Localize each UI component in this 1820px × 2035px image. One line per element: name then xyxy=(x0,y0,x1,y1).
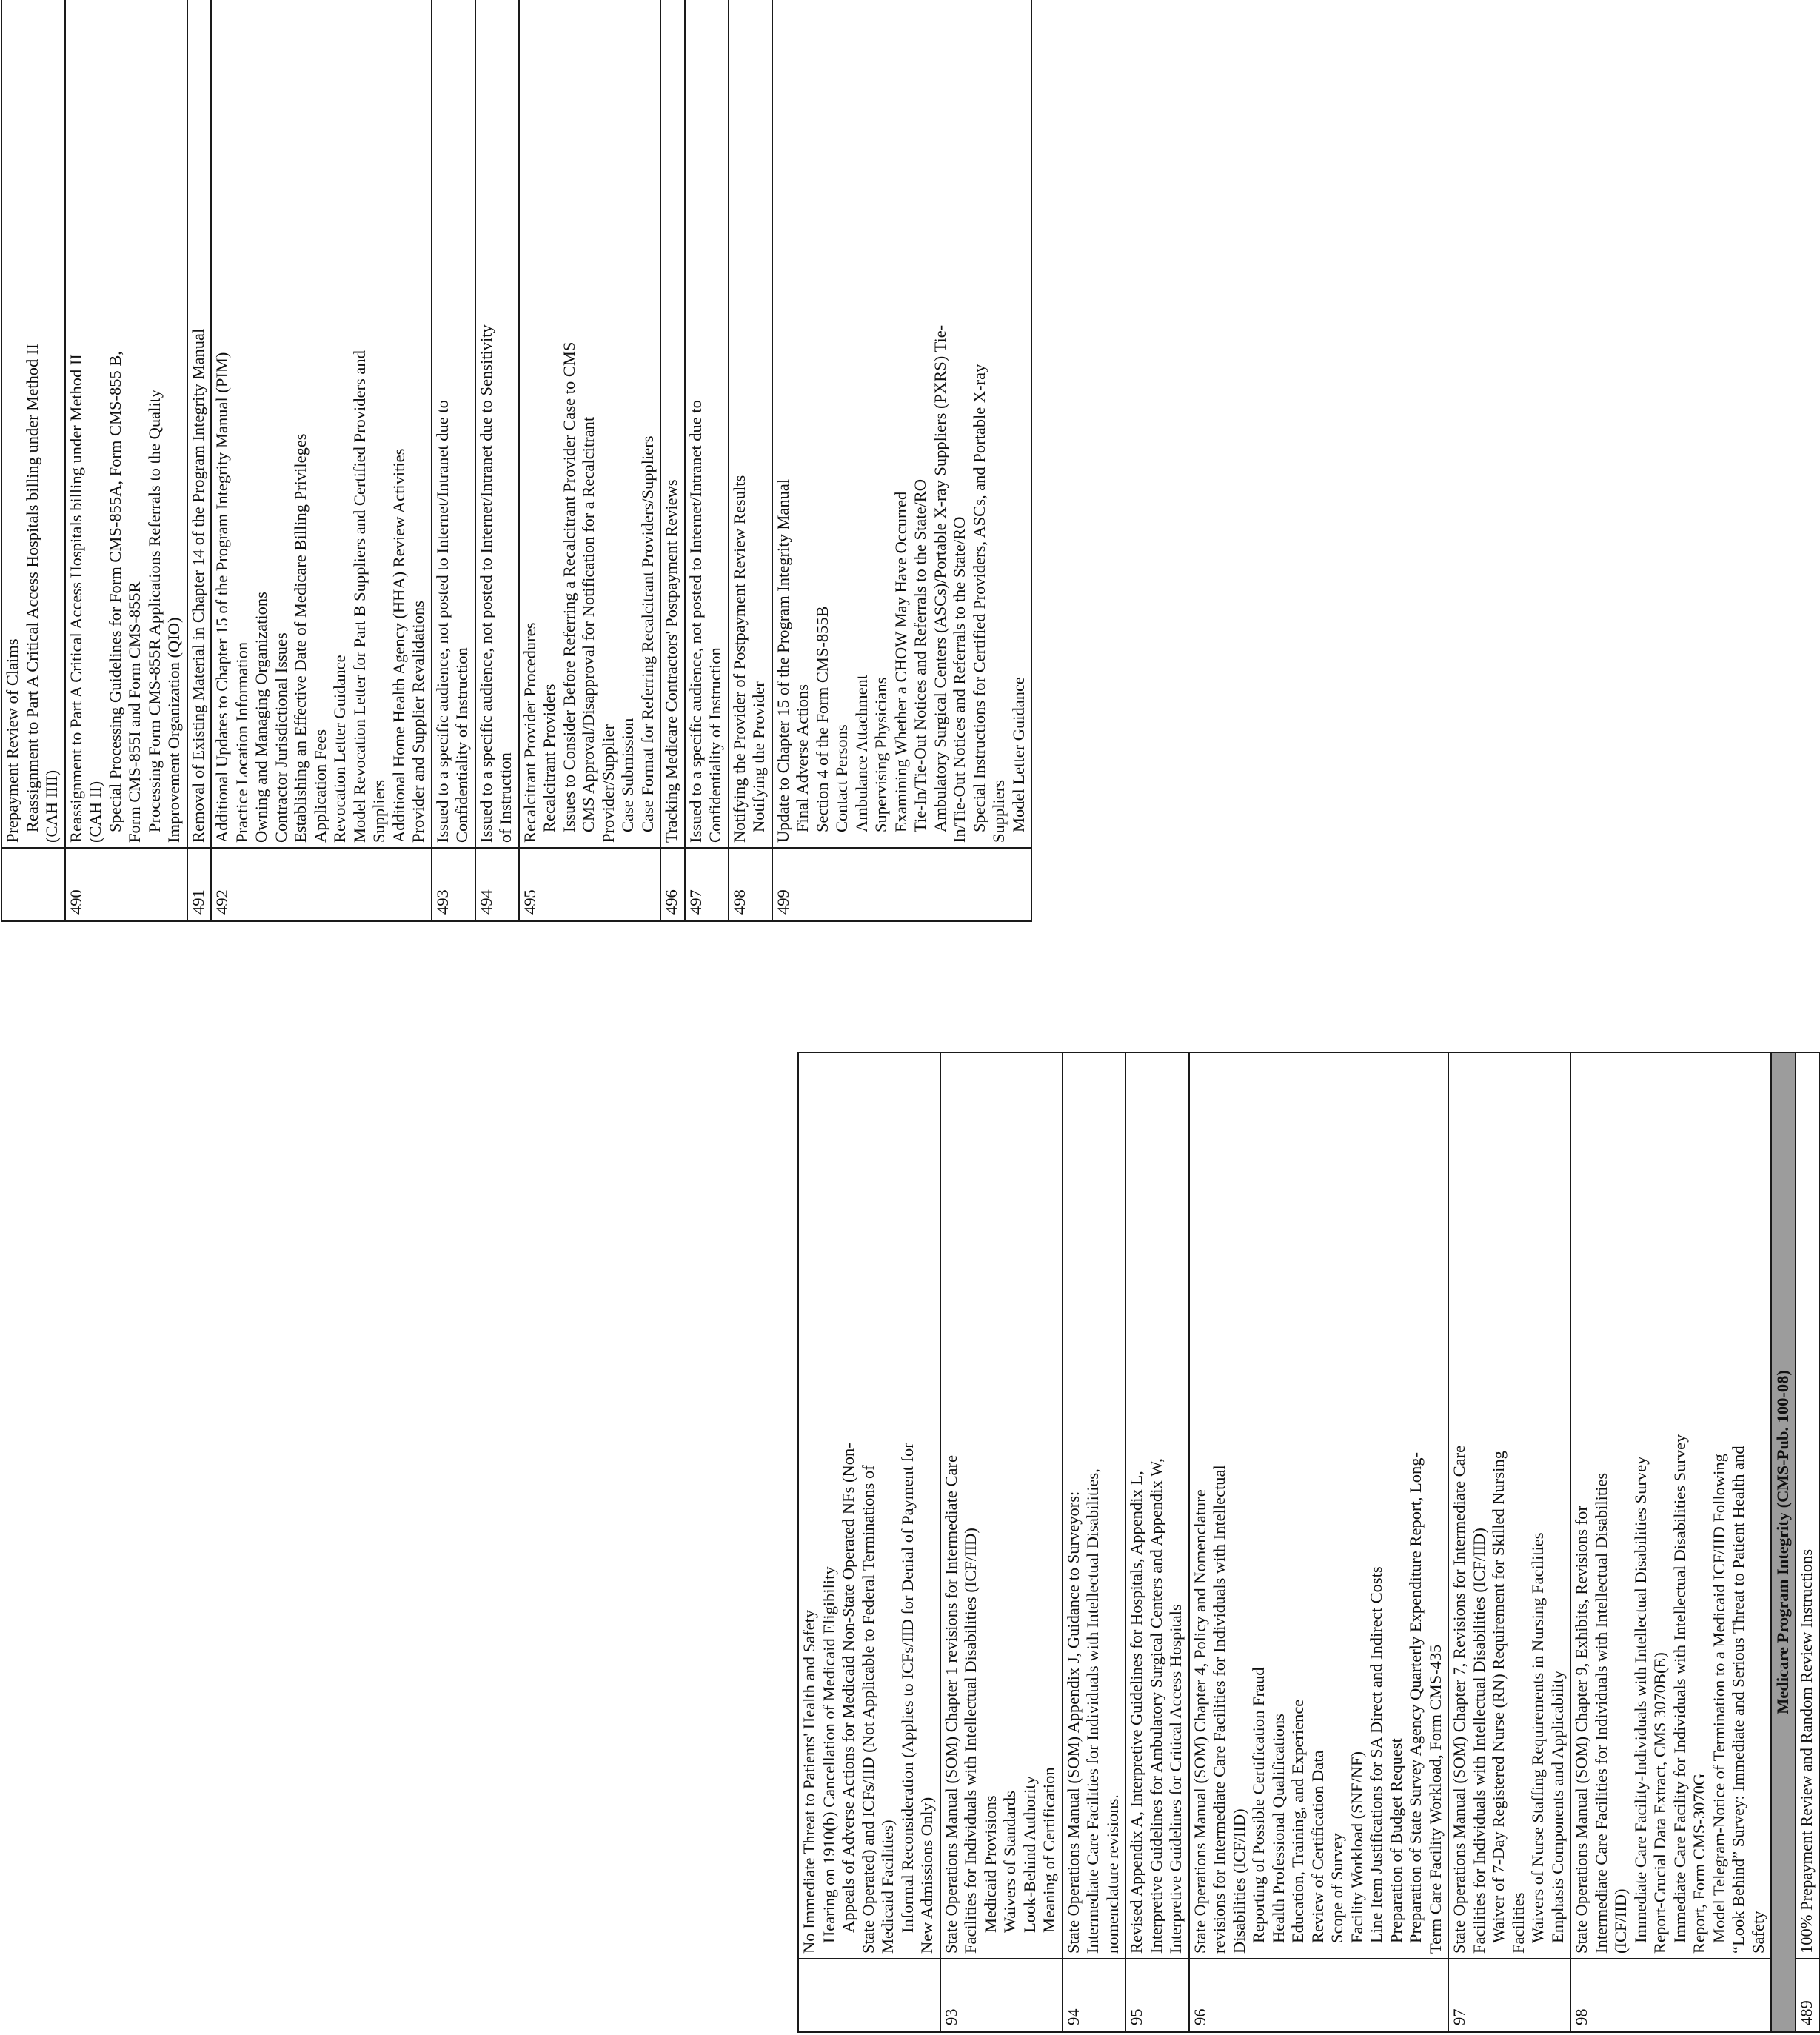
description-line: Issued to a specific audience, not posted to Internet/Intranet due to Sensitivity xyxy=(476,324,495,843)
table-row xyxy=(211,0,432,921)
description-line: Model Telegram-Notice of Termination to a Medicaid ICF/IID Following xyxy=(1709,1454,1728,1943)
description-line: Practice Location Information xyxy=(232,641,251,843)
description-line: Final Adverse Actions xyxy=(793,684,812,832)
description-line: Reassignment to Part A Critical Access Hospitals billing under Method II xyxy=(66,354,85,843)
revision-number: 492 xyxy=(211,848,432,921)
description-line: Contractor Jurisdictional Issues xyxy=(271,632,290,843)
right-revision-table xyxy=(1,0,1032,922)
revision-description xyxy=(660,0,685,848)
revision-description xyxy=(772,0,1032,848)
description-line: Report, Form CMS-3070G xyxy=(1690,1773,1708,1954)
section-header-row xyxy=(1771,1052,1796,2032)
description-line: Look-Behind Authority xyxy=(1020,1776,1039,1933)
table-row xyxy=(519,0,661,921)
description-line: Removal of Existing Material in Chapter 14 of the Program Integrity Manual xyxy=(188,328,207,843)
revision-number: 98 xyxy=(1570,1959,1771,2032)
description-line: Additional Updates to Chapter 15 of the Program Integrity Manual (PIM) xyxy=(213,352,231,843)
revision-number: 494 xyxy=(475,848,519,921)
description-line: Report-Crucial Data Extract, CMS 3070B(E) xyxy=(1650,1652,1669,1954)
description-line: Immediate Care Facility-Individuals with Intellectual Disabilities Survey xyxy=(1630,1456,1650,1943)
description-line: Processing Form CMS-855R Applications Referrals to the Quality xyxy=(144,389,164,832)
description-line: Issued to a specific audience, not posted to Internet/Intranet due to xyxy=(686,400,705,843)
description-line: Review of Certification Data xyxy=(1308,1750,1327,1943)
description-line: Tracking Medicare Contractors' Postpayment Reviews xyxy=(662,479,680,843)
description-line: Revocation Letter Guidance xyxy=(330,655,349,843)
left-revision-table xyxy=(797,1052,1820,2033)
revision-description xyxy=(211,0,432,848)
revision-description xyxy=(519,0,661,848)
revision-description xyxy=(1189,1052,1449,1959)
revision-description xyxy=(1448,1052,1570,1959)
description-line: Revised Appendix A, Interpretive Guidelines for Hospitals, Appendix L, xyxy=(1127,1471,1145,1954)
description-line: In/Tie-Out Notices and Referrals to the State/RO xyxy=(950,516,968,843)
description-line: No Immediate Threat to Patients' Health and Safety xyxy=(800,1609,818,1954)
table-row xyxy=(432,0,475,921)
revision-number: 498 xyxy=(729,848,772,921)
revision-number: 497 xyxy=(685,848,729,921)
description-line: Owning and Managing Organizations xyxy=(252,592,270,843)
description-line: Education, Training, and Experience xyxy=(1288,1699,1307,1943)
description-line: Recalcitrant Provider Procedures xyxy=(520,622,539,843)
table-row xyxy=(475,0,519,921)
revision-description xyxy=(940,1052,1063,1959)
description-line: Issued to a specific audience, not posted to Internet/Intranet due to xyxy=(432,400,452,843)
table-row xyxy=(798,1052,940,2032)
description-line: Interpretive Guidelines for Ambulatory Surgical Centers and Appendix W, xyxy=(1146,1458,1165,1954)
description-line: Case Format for Referring Recalcitrant Providers/Suppliers xyxy=(638,435,657,832)
description-line: Issues to Consider Before Referring a Recalcitrant Provider Case to CMS xyxy=(559,341,578,832)
section-header: Medicare Program Integrity (CMS-Pub. 100-08) xyxy=(1771,1052,1796,2032)
table-row xyxy=(729,0,772,921)
description-line: Establishing an Effective Date of Medicare Billing Privileges xyxy=(291,433,310,843)
revision-description xyxy=(1,0,65,848)
description-line: Recalcitrant Providers xyxy=(540,684,558,832)
revision-description xyxy=(65,0,187,848)
revision-number: 94 xyxy=(1063,1959,1126,2032)
revision-number: 499 xyxy=(772,848,1032,921)
description-line: Disabilities (ICF/IID) xyxy=(1229,1808,1248,1954)
description-line: Medicaid Facilities) xyxy=(878,1820,897,1954)
description-line: Facilities for Individuals with Intellectual Disabilities (ICF/IID) xyxy=(961,1528,980,1954)
description-line: Examining Whether a CHOW May Have Occurred xyxy=(891,491,910,832)
description-line: State Operations Manual (SOM) Chapter 1 revisions for Intermediate Care xyxy=(941,1455,960,1954)
revision-number: 491 xyxy=(187,848,212,921)
description-line: Reporting of Possible Certification Fraud xyxy=(1249,1667,1268,1943)
description-line: Improvement Organization (QIO) xyxy=(164,617,183,843)
description-line: Notifying the Provider xyxy=(749,681,768,832)
table-row xyxy=(1125,1052,1189,2032)
revision-description xyxy=(432,0,475,848)
description-line: State Operations Manual (SOM) Appendix J, Guidance to Surveyors: xyxy=(1063,1491,1083,1954)
description-line: Immediate Care Facility for Individuals with Intellectual Disabilities Survey xyxy=(1670,1434,1689,1943)
table-row xyxy=(1570,1052,1771,2032)
description-line: Hearing on 1910(b) Cancellation of Medicaid Eligibility xyxy=(819,1566,838,1943)
description-line: Medicaid Provisions xyxy=(980,1795,1000,1933)
description-line: Suppliers xyxy=(369,779,388,843)
description-line: Section 4 of the Form CMS-855B xyxy=(812,606,832,832)
description-line: Meaning of Certification xyxy=(1040,1767,1058,1933)
revision-number: 96 xyxy=(1189,1959,1449,2032)
table-row xyxy=(685,0,729,921)
description-line: revisions for Intermediate Care Facilities for Individuals with Intellectual xyxy=(1210,1465,1228,1954)
table-row xyxy=(772,0,1032,921)
description-line: Special Processing Guidelines for Form CMS-855A, Form CMS-855 B, xyxy=(105,351,124,832)
description-line: nomenclature revisions. xyxy=(1103,1794,1122,1954)
description-line: Case Submission xyxy=(618,718,637,832)
description-line: Intermediate Care Facilities for Individuals with Intellectual Disabilities, xyxy=(1083,1468,1102,1954)
revision-number: 95 xyxy=(1125,1959,1189,2032)
description-line: State Operations Manual (SOM) Chapter 7, Revisions for Intermediate Care xyxy=(1450,1445,1468,1954)
description-line: Facilities xyxy=(1508,1892,1528,1954)
description-line: Facility Workload (SNF/NF) xyxy=(1347,1751,1366,1943)
description-line: “Look Behind” Survey: Immediate and Serious Threat to Patient Health and xyxy=(1729,1446,1747,1954)
description-line: Ambulatory Surgical Centers (ASCs)/Portable X-ray Suppliers (PXRS) Tie- xyxy=(930,324,949,832)
revision-number: 495 xyxy=(519,848,661,921)
description-line: New Admissions Only) xyxy=(917,1797,936,1954)
description-line: Intermediate Care Facilities for Individuals with Intellectual Disabilities xyxy=(1591,1472,1610,1954)
revision-number: 97 xyxy=(1448,1959,1570,2032)
description-line: Provider/Supplier xyxy=(598,724,618,843)
description-line: Safety xyxy=(1748,1911,1767,1954)
description-line: Form CMS-855I and Form CMS-855R xyxy=(125,581,144,843)
revision-description xyxy=(475,0,519,848)
description-line: Additional Home Health Agency (HHA) Review Activities xyxy=(389,448,408,843)
description-line: Confidentiality of Instruction xyxy=(452,647,471,843)
revision-description xyxy=(187,0,212,848)
revision-number: 493 xyxy=(432,848,475,921)
description-line: Informal Reconsideration (Applies to ICFs/IID for Denial of Payment for xyxy=(897,1443,917,1933)
table-row xyxy=(1,0,65,921)
revision-description xyxy=(1796,1052,1820,1959)
description-line: Ambulance Attachment xyxy=(852,674,871,832)
revision-description xyxy=(1125,1052,1189,1959)
description-line: (ICF/IID) xyxy=(1611,1888,1630,1954)
description-line: Application Fees xyxy=(310,729,329,843)
description-line: Preparation of State Survey Agency Quarterly Expenditure Report, Long- xyxy=(1406,1452,1425,1943)
description-line: Interpretive Guidelines for Critical Access Hospitals xyxy=(1166,1604,1185,1954)
revision-description xyxy=(798,1052,940,1959)
description-line: Suppliers xyxy=(989,779,1008,843)
revision-number xyxy=(798,1959,940,2032)
description-line: of Instruction xyxy=(496,752,515,843)
description-line: Waivers of Standards xyxy=(1000,1791,1019,1933)
description-line: Reassignment to Part A Critical Access Hospitals billing under Method II xyxy=(22,344,41,832)
table-row xyxy=(1189,1052,1449,2032)
table-row xyxy=(940,1052,1063,2032)
description-line: Emphasis Components and Applicability xyxy=(1548,1670,1567,1943)
description-line: State Operations Manual (SOM) Chapter 4, Policy and Nomenclature xyxy=(1190,1489,1209,1954)
revision-number: 93 xyxy=(940,1959,1063,2032)
description-line: Preparation of Budget Request xyxy=(1386,1738,1405,1943)
description-line: State Operated) and ICFs/IID (Not Applicable to Federal Terminations of xyxy=(858,1465,877,1954)
revision-description xyxy=(685,0,729,848)
description-line: Model Revocation Letter for Part B Suppliers and Certified Providers and xyxy=(349,350,369,843)
description-line: Prepayment Review of Claims xyxy=(3,638,21,843)
table-row xyxy=(1796,1052,1820,2032)
description-line: Term Care Facility Workload, Form CMS-435 xyxy=(1425,1644,1445,1954)
description-line: Notifying the Provider of Postpayment Review Results xyxy=(729,475,749,843)
table-row xyxy=(660,0,685,921)
table-row xyxy=(65,0,187,921)
description-line: Model Letter Guidance xyxy=(1008,677,1028,832)
revision-number: 496 xyxy=(660,848,685,921)
description-line: Provider and Supplier Revalidations xyxy=(409,601,427,843)
description-line: Supervising Physicians xyxy=(871,677,890,832)
table-row xyxy=(1063,1052,1126,2032)
revision-description xyxy=(1063,1052,1126,1959)
description-line: Special Instructions for Certified Providers, ASCs, and Portable X-ray xyxy=(969,364,988,832)
description-line: Line Item Justifications for SA Direct and Indirect Costs xyxy=(1367,1566,1385,1943)
revision-number: 489 xyxy=(1796,1959,1820,2032)
description-line: Facilities for Individuals with Intellectual Disabilities (ICF/IID) xyxy=(1469,1528,1488,1954)
description-line: CMS Approval/Disapproval for Notification for a Recalcitrant xyxy=(579,416,598,832)
description-line: Confidentiality of Instruction xyxy=(706,647,724,843)
revision-description xyxy=(729,0,772,848)
table-row xyxy=(1448,1052,1570,2032)
description-line: State Operations Manual (SOM) Chapter 9, Exhibits, Revisions for xyxy=(1572,1506,1590,1954)
description-line: Appeals of Adverse Actions for Medicaid Non-State Operated NFs (Non- xyxy=(839,1443,857,1933)
revision-number xyxy=(1,848,65,921)
description-line: Waivers of Nurse Staffing Requirements in Nursing Facilities xyxy=(1528,1532,1547,1943)
description-line: 100% Prepayment Review and Random Review Instructions xyxy=(1796,1548,1816,1954)
description-line: (CAH IIII) xyxy=(42,769,61,843)
revision-description xyxy=(1570,1052,1771,1959)
description-line: (CAH II) xyxy=(86,781,104,843)
description-line: Waiver of 7-Day Registered Nurse (RN) Requirement for Skilled Nursing xyxy=(1489,1451,1508,1943)
table-row xyxy=(187,0,212,921)
description-line: Scope of Survey xyxy=(1328,1833,1346,1943)
description-line: Health Professional Qualifications xyxy=(1268,1714,1288,1943)
description-line: Contact Persons xyxy=(832,724,851,832)
description-line: Update to Chapter 15 of the Program Integrity Manual xyxy=(773,478,792,843)
description-line: Tie-In/Tie-Out Notices and Referrals to the State/RO xyxy=(911,478,929,832)
revision-number: 490 xyxy=(65,848,187,921)
